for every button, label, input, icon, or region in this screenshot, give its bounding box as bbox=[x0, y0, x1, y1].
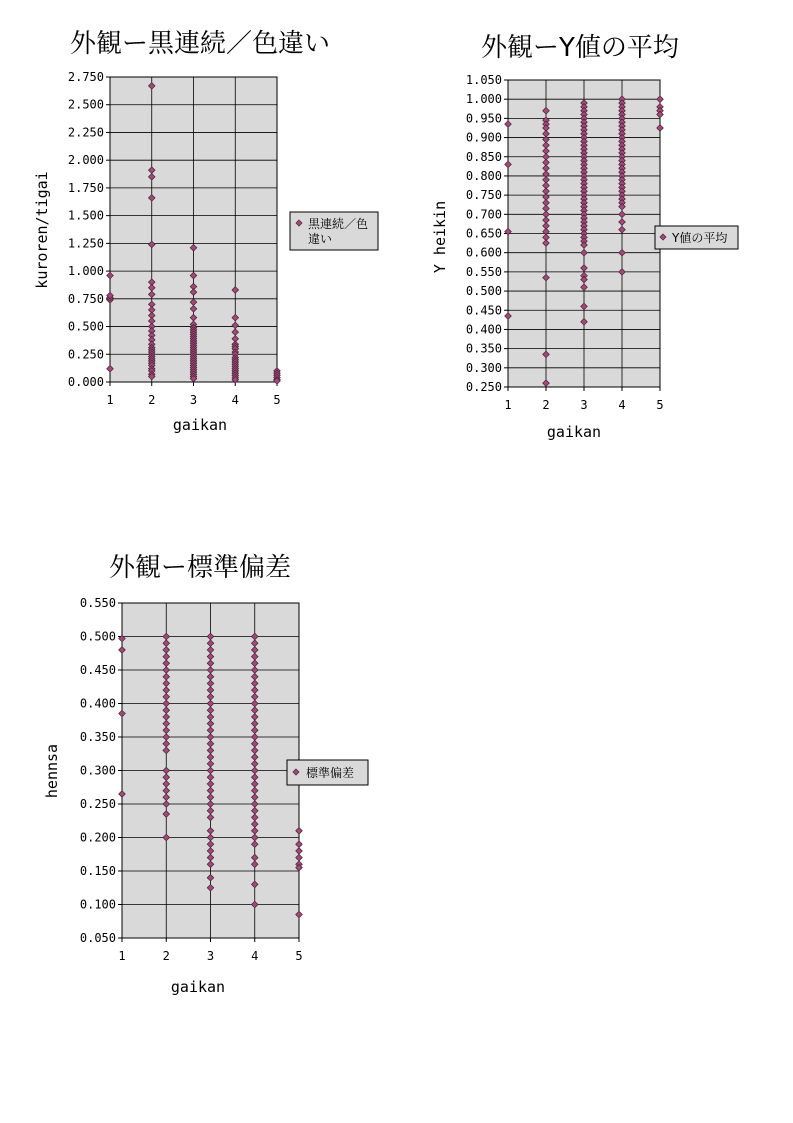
y-tick-label: 0.000 bbox=[67, 375, 104, 389]
y-tick-label: 0.700 bbox=[465, 207, 502, 222]
x-tick-label: 2 bbox=[542, 398, 550, 412]
y-tick-label: 1.050 bbox=[465, 73, 502, 87]
y-tick-label: 2.500 bbox=[67, 97, 104, 112]
chart-2-x-axis-label: gaikan bbox=[546, 423, 602, 441]
y-tick-label: 0.900 bbox=[465, 130, 502, 145]
y-tick-label: 0.750 bbox=[465, 188, 502, 203]
chart-3-title: 外観ー標準偏差 bbox=[108, 553, 292, 583]
y-tick-label: 2.250 bbox=[67, 125, 104, 140]
x-tick-label: 3 bbox=[580, 398, 588, 412]
chart-2-legend-label: Y値の平均 bbox=[672, 231, 728, 245]
y-tick-label: 0.250 bbox=[465, 380, 502, 394]
y-tick-label: 0.400 bbox=[465, 322, 502, 337]
y-tick-label: 0.300 bbox=[465, 360, 502, 375]
y-tick-label: 0.500 bbox=[79, 629, 116, 644]
y-tick-label: 0.500 bbox=[465, 284, 502, 299]
chart-1-title: 外観ー黒連続／色違い bbox=[69, 29, 331, 59]
x-tick-label: 4 bbox=[618, 398, 626, 412]
y-tick-label: 2.750 bbox=[67, 70, 104, 84]
x-tick-label: 2 bbox=[162, 949, 170, 963]
x-tick-label: 5 bbox=[295, 949, 303, 963]
x-tick-label: 4 bbox=[231, 393, 239, 407]
y-tick-label: 1.750 bbox=[67, 180, 104, 195]
x-tick-label: 3 bbox=[189, 393, 198, 407]
y-tick-label: 0.250 bbox=[79, 797, 116, 811]
x-tick-label: 5 bbox=[656, 398, 664, 412]
y-tick-label: 0.600 bbox=[465, 245, 502, 260]
y-tick-label: 0.500 bbox=[67, 319, 104, 334]
y-tick-label: 1.500 bbox=[67, 208, 104, 223]
chart-1-legend bbox=[290, 212, 378, 250]
chart-1-legend-label-line-2: 違い bbox=[308, 232, 333, 246]
x-tick-label: 1 bbox=[118, 949, 126, 963]
y-tick-label: 0.950 bbox=[465, 111, 502, 126]
chart-2 bbox=[431, 33, 738, 441]
y-tick-label: 0.250 bbox=[67, 347, 104, 362]
chart-1 bbox=[33, 29, 378, 434]
y-tick-label: 0.450 bbox=[79, 663, 116, 677]
chart-3-legend bbox=[287, 760, 368, 785]
y-tick-label: 1.250 bbox=[67, 236, 104, 251]
chart-2-plot-area bbox=[466, 73, 664, 412]
y-tick-label: 0.150 bbox=[79, 864, 116, 878]
y-tick-label: 1.000 bbox=[465, 92, 502, 107]
x-tick-label: 1 bbox=[106, 393, 114, 407]
y-tick-label: 0.100 bbox=[79, 897, 116, 912]
y-tick-label: 0.550 bbox=[79, 596, 116, 610]
y-tick-label: 0.650 bbox=[465, 226, 502, 241]
y-tick-label: 0.450 bbox=[465, 303, 502, 318]
y-tick-label: 0.550 bbox=[465, 264, 502, 279]
x-tick-label: 4 bbox=[251, 949, 259, 963]
chart-2-y-axis-label: Y heikin bbox=[431, 200, 449, 274]
chart-2-legend bbox=[655, 226, 738, 249]
chart-1-legend-label-line-1: 黒連続／色 bbox=[308, 217, 369, 231]
chart-3 bbox=[43, 553, 368, 996]
x-tick-label: 3 bbox=[206, 949, 215, 963]
y-tick-label: 0.800 bbox=[465, 168, 502, 183]
chart-1-x-axis-label: gaikan bbox=[172, 416, 228, 434]
y-tick-label: 2.000 bbox=[67, 153, 104, 168]
chart-3-legend-label: 標準偏差 bbox=[306, 766, 355, 780]
y-tick-label: 0.350 bbox=[465, 341, 502, 356]
x-tick-label: 1 bbox=[504, 398, 512, 412]
y-tick-label: 1.000 bbox=[67, 264, 104, 279]
chart-3-y-axis-label: hennsa bbox=[43, 743, 61, 799]
y-tick-label: 0.200 bbox=[79, 830, 116, 845]
y-tick-label: 0.850 bbox=[465, 149, 502, 164]
chart-3-plot-area bbox=[80, 596, 303, 963]
y-tick-label: 0.350 bbox=[79, 730, 116, 744]
y-tick-label: 0.750 bbox=[67, 291, 104, 306]
y-tick-label: 0.300 bbox=[79, 763, 116, 778]
chart-1-y-axis-label: kuroren/tigai bbox=[33, 171, 51, 289]
y-tick-label: 0.050 bbox=[79, 931, 116, 945]
x-tick-label: 5 bbox=[273, 393, 281, 407]
chart-2-title: 外観ーY値の平均 bbox=[481, 33, 679, 63]
chart-1-plot-area bbox=[68, 70, 281, 407]
chart-3-x-axis-label: gaikan bbox=[170, 978, 226, 996]
y-tick-label: 0.400 bbox=[79, 696, 116, 711]
x-tick-label: 2 bbox=[148, 393, 156, 407]
